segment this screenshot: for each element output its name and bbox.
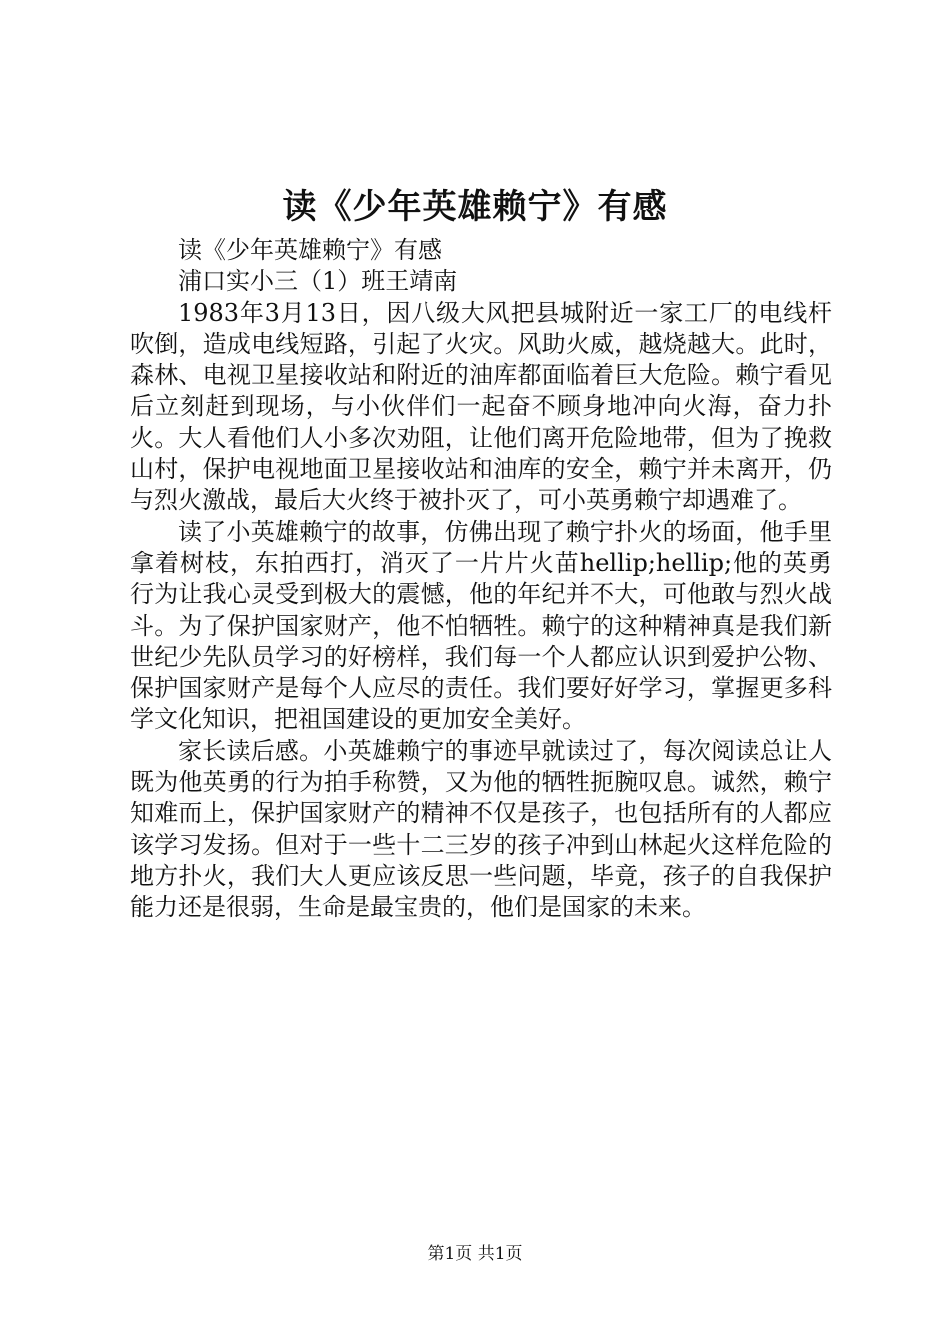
document-title: 读《少年英雄赖宁》有感 — [282, 187, 668, 227]
parent-comment-paragraph: 家长读后感。小英雄赖宁的事迹早就读过了，每次阅读总让人既为他英勇的行为拍手称赞，又为他的牺牲扼腕叹息。诚然，赖宁知难而上，保护国家财产的精神不仅是孩子，也包括所有的人都应该学习发扬。但对于一些十二三岁的孩子冲到山林起火这样危险的地方扑火，我们大人更应该反思一些问题，毕竟，孩子的自我保护能力还是很弱，生命是最宝贵的，他们是国家的未来。 — [130, 736, 832, 922]
subtitle-paragraph: 读《少年英雄赖宁》有感 — [178, 236, 442, 264]
story-paragraph: 1983年3月13日，因八级大风把县城附近一家工厂的电线杆吹倒，造成电线短路，引起了火灾。风助火威，越烧越大。此时，森林、电视卫星接收站和附近的油库都面临着巨大危险。赖宁看见后立刻赶到现场，与小伙伴们一起奋不顾身地冲向火海，奋力扑火。大人看他们人小多次劝阻，让他们离开危险地带，但为了挽救山村，保护电视地面卫星接收站和油库的安全，赖宁并未离开，仍与烈火激战，最后大火终于被扑灭了，可小英勇赖宁却遇难了。 — [130, 298, 832, 515]
page-footer: 第1页 共1页 — [427, 1244, 523, 1264]
author-paragraph: 浦口实小三（1）班王靖南 — [178, 267, 458, 296]
document-body — [130, 235, 832, 924]
reflection-paragraph: 读了小英雄赖宁的故事，仿佛出现了赖宁扑火的场面，他手里拿着树枝，东拍西打，消灭了一片片火苗hellip;hellip;他的英勇行为让我心灵受到极大的震憾，他的年纪并不大，可他敢与烈火战斗。为了保护国家财产，他不怕牺牲。赖宁的这种精神真是我们新世纪少先队员学习的好榜样，我们每一个人都应认识到爱护公物、保护国家财产是每个人应尽的责任。我们要好好学习，掌握更多科学文化知识，把祖国建设的更加安全美好。 — [130, 517, 832, 734]
